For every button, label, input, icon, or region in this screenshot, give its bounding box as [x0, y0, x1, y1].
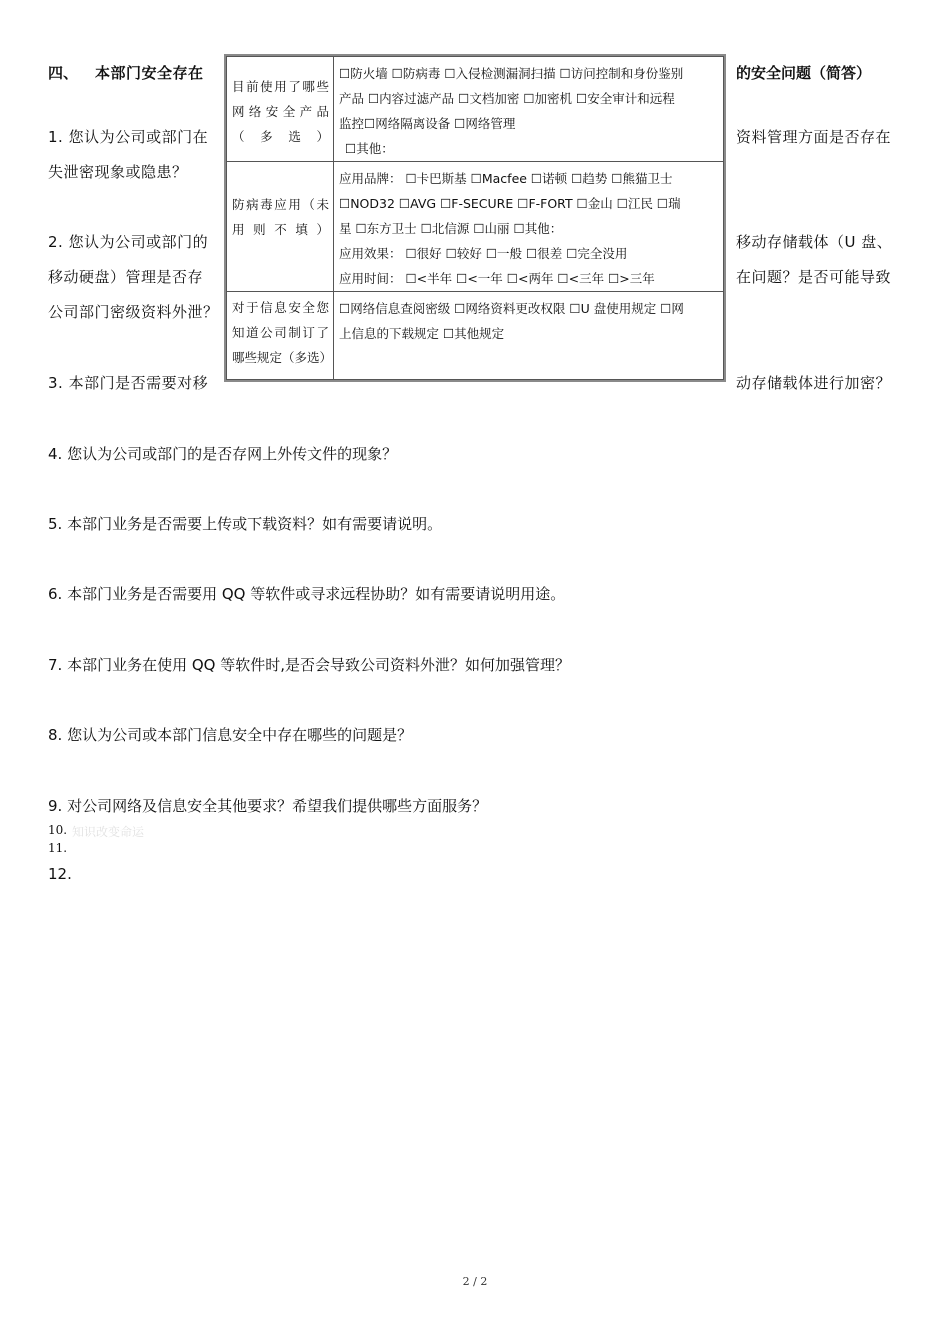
section-number: 四、 — [48, 64, 79, 82]
table-row2-line: 应用品牌： ☐卡巴斯基 ☐Macfee ☐诺顿 ☐趋势 ☐熊猫卫士 — [339, 171, 673, 186]
table-row1-value — [334, 57, 724, 162]
table-row2-value — [334, 162, 724, 292]
q2-line2: 移动硬盘）管理是否存 — [48, 268, 204, 286]
question-10-number: 10. — [48, 823, 68, 837]
q1-line1: 1. 您认为公司或部门在 — [48, 128, 209, 146]
table-row1-line: 监控☐网络隔离设备 ☐网络管理 — [339, 116, 516, 131]
question-9: 9. 对公司网络及信息安全其他要求？希望我们提供哪些方面服务？ — [48, 797, 488, 815]
section-title-left: 本部门安全存在 — [95, 64, 204, 82]
table-row2-line: 应用时间： ☐<半年 ☐<一年 ☐<两年 ☐<三年 ☐>三年 — [339, 271, 655, 286]
table-row3-value — [334, 292, 724, 380]
question-8: 8. 您认为公司或本部门信息安全中存在哪些的问题是？ — [48, 726, 413, 744]
q2-right2: 在问题？是否可能导致 — [736, 268, 892, 286]
question-6: 6. 本部门业务是否需要用 QQ 等软件或寻求远程协助？如有需要请说明用途。 — [48, 585, 566, 603]
faint-watermark-text: 知识改变命运 — [72, 825, 145, 839]
question-7: 7. 本部门业务在使用 QQ 等软件时,是否会导致公司资料外泄？如何加强管理？ — [48, 656, 571, 674]
table-row1-line: ☐其他： — [345, 141, 394, 156]
table-row2-label: 防病毒应用（未用则不填） — [227, 162, 334, 292]
question-4: 4. 您认为公司或部门的是否存网上外传文件的现象？ — [48, 445, 398, 463]
question-11-number: 11. — [48, 841, 68, 855]
q1-right: 资料管理方面是否存在 — [736, 128, 892, 146]
q1-line2: 失泄密现象或隐患？ — [48, 163, 188, 181]
table-row3-label: 对于信息安全您知道公司制订了哪些规定（多选） — [227, 292, 334, 380]
table-row3-line: ☐网络信息查阅密级 ☐网络资料更改权限 ☐U 盘使用规定 ☐网 — [339, 301, 684, 316]
question-5: 5. 本部门业务是否需要上传或下载资料？如有需要请说明。 — [48, 515, 443, 533]
table-row1-line: 产品 ☐内容过滤产品 ☐文档加密 ☐加密机 ☐安全审计和远程 — [339, 91, 675, 106]
table-row1-line: ☐防火墙 ☐防病毒 ☐入侵检测漏洞扫描 ☐访问控制和身份鉴别 — [339, 66, 684, 81]
table-row2-line: ☐NOD32 ☐AVG ☐F-SECURE ☐F-FORT ☐金山 ☐江民 ☐瑞 — [339, 196, 681, 211]
section-title-right: 的安全问题（简答） — [736, 64, 872, 82]
q3-line1: 3. 本部门是否需要对移 — [48, 374, 209, 392]
q2-right1: 移动存储载体（U 盘、 — [736, 233, 893, 251]
q2-line3: 公司部门密级资料外泄？ — [48, 303, 219, 321]
q2-line1: 2. 您认为公司或部门的 — [48, 233, 209, 251]
q3-right: 动存储载体进行加密？ — [736, 374, 892, 392]
table-row2-line: 星 ☐东方卫士 ☐北信源 ☐山丽 ☐其他： — [339, 221, 563, 236]
table-row1-label: 目前使用了哪些网络安全产品（多选） — [227, 57, 334, 162]
table-row3-line: 上信息的下载规定 ☐其他规定 — [339, 326, 505, 341]
page-number: 2 / 2 — [462, 1275, 488, 1288]
security-products-table — [224, 54, 726, 382]
question-12-number: 12. — [48, 865, 72, 883]
table-row2-line: 应用效果： ☐很好 ☐较好 ☐一般 ☐很差 ☐完全没用 — [339, 246, 628, 261]
